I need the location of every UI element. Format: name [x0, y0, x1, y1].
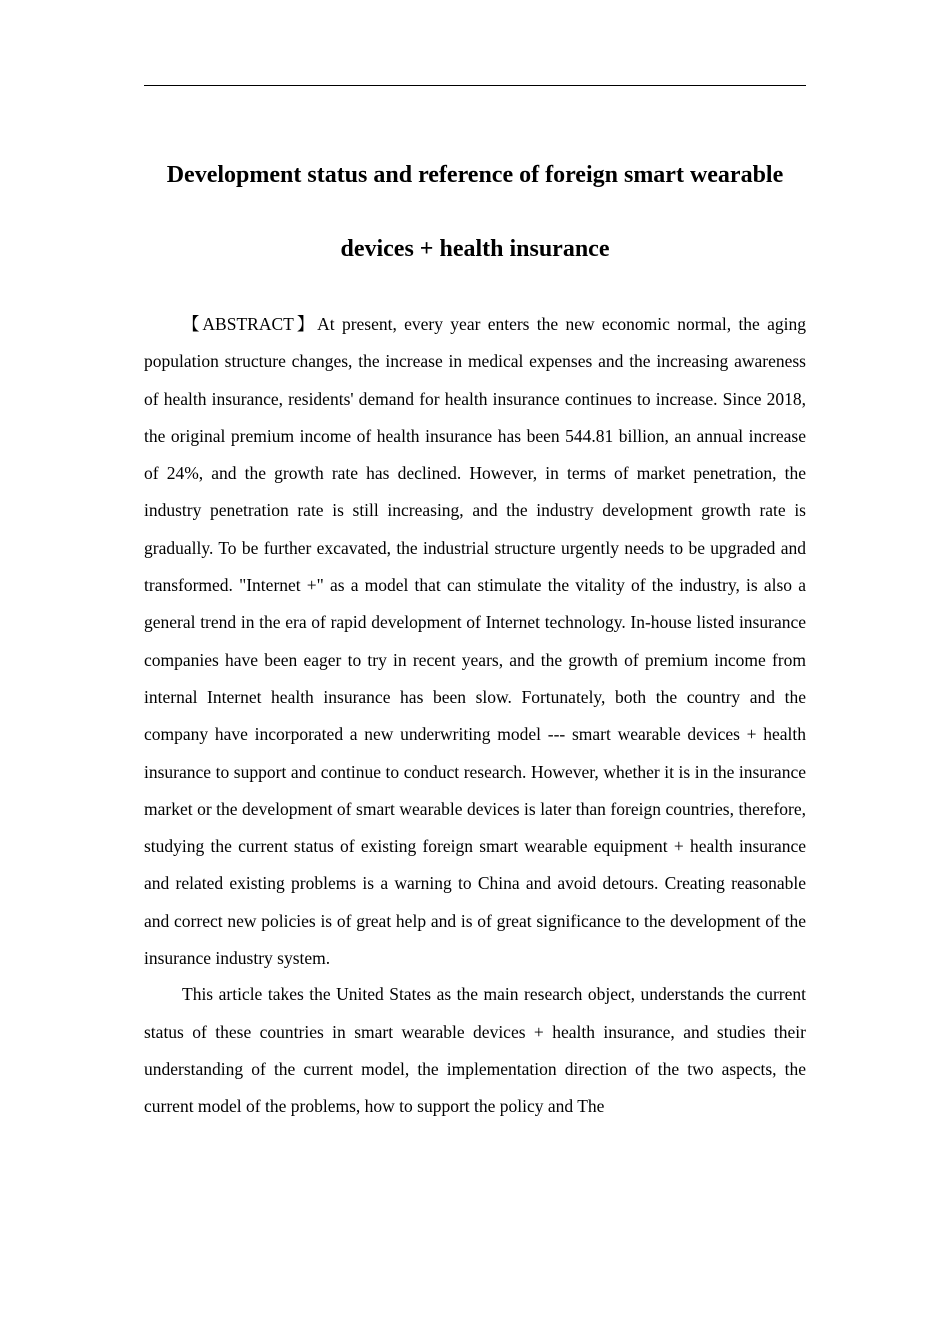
abstract-paragraph	[144, 306, 806, 977]
abstract-text: At present, every year enters the new economic normal, the aging population structure changes, the increase in medical expenses and the increasing awareness of health insurance, residents' demand for health insurance continues to increase. Since 2018, the original premium income of health insurance has been 544.81 billion, an annual increase of 24%, and the growth rate has declined. However, in terms of market penetration, the industry penetration rate is still increasing, and the industry development growth rate is gradually. To be further excavated, the industrial structure urgently needs to be upgraded and transformed. "Internet +" as a model that can stimulate the vitality of the industry, is also a general trend in the era of rapid development of Internet technology. In-house listed insurance companies have been eager to try in recent years, and the growth of premium income from internal Internet health insurance has been slow. Fortunately, both the country and the company have incorporated a new underwriting model --- smart wearable devices + health insurance to support and continue to conduct research. However, whether it is in the insurance market or the development of smart wearable devices is later than foreign countries, therefore, studying the current status of existing foreign smart wearable equipment + health insurance and related existing problems is a warning to China and avoid detours. Creating reasonable and correct new policies is of great help and is of great significance to the development of the insurance industry system.	[144, 314, 806, 969]
document-title: Development status and reference of foreign smart wearable devices + health insurance	[166, 162, 784, 262]
document-body	[144, 306, 806, 1126]
abstract-label: 【ABSTRACT】	[182, 314, 318, 334]
header-rule	[144, 85, 806, 86]
body-paragraph: This article takes the United States as the main research object, understands the current status of these countries in smart wearable devices + health insurance, and studies their understanding of the current model, the implementation direction of the two aspects, the current model of the problems, how to support the policy and The	[144, 984, 806, 1117]
